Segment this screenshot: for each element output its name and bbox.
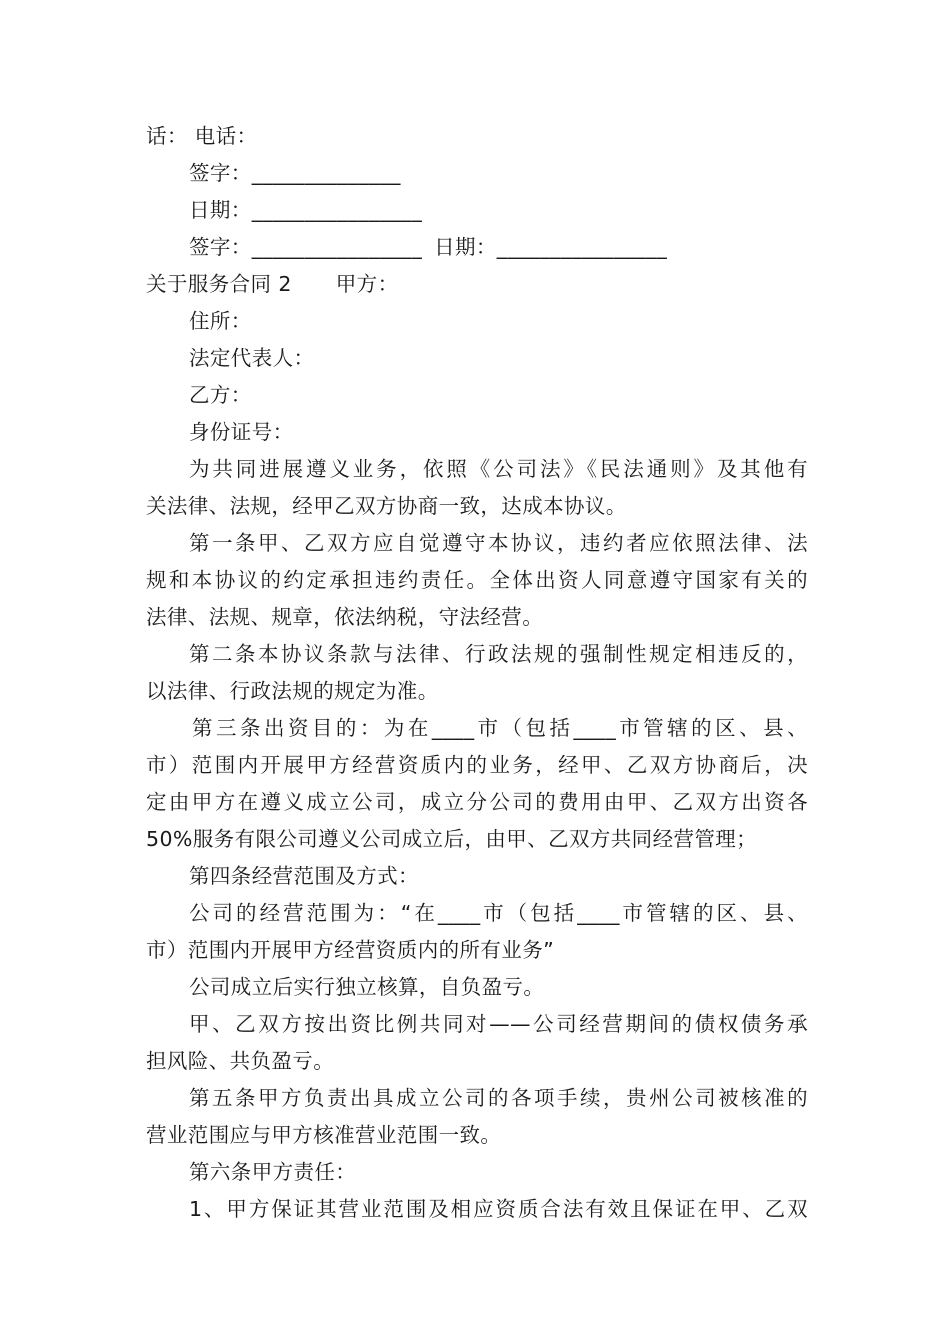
article-6-heading: 第六条甲方责任： — [189, 1160, 357, 1184]
id-number-line: 身份证号： — [189, 420, 294, 444]
article-6-line-1: 1、甲方保证其营业范围及相应资质合法有效且保证在甲、乙双 — [189, 1197, 808, 1221]
article-5-line-1: 第五条甲方负责出具成立公司的各项手续，贵州公司被核准的 — [189, 1086, 808, 1110]
party-a-label: 甲方： — [335, 272, 399, 296]
date-line: 日期：________________ — [189, 198, 423, 222]
contact-phone-line: 话： 电话： — [146, 124, 258, 148]
party-b-line: 乙方： — [189, 383, 252, 407]
article-3-line-2: 市）范围内开展甲方经营资质内的业务，经甲、乙双方协商后，决 — [146, 753, 808, 777]
preamble-line-2: 关法律、法规，经甲乙双方协商一致，达成本协议。 — [146, 494, 627, 518]
article-3-line-4: 50%服务有限公司遵义公司成立后，由甲、乙双方共同经营管理； — [146, 827, 758, 851]
article-5-line-2: 营业范围应与甲方核准营业范围一致。 — [146, 1123, 502, 1147]
article-4-line-1: 公司的经营范围为：“在____市（包括____市管辖的区、县、 — [189, 901, 808, 925]
legal-representative-line: 法定代表人： — [189, 346, 315, 370]
preamble-line-1: 为共同进展遵义业务，依照《公司法》《民法通则》及其他有 — [189, 457, 808, 481]
article-2-line-2: 以法律、行政法规的规定为准。 — [146, 679, 439, 703]
article-1-line-2: 规和本协议的约定承担违约责任。全体出资人同意遵守国家有关的 — [146, 568, 808, 592]
article-4-line-2: 市）范围内开展甲方经营资质内的所有业务” — [146, 938, 555, 962]
article-1-line-1: 第一条甲、乙双方应自觉遵守本协议，违约者应依照法律、法 — [189, 531, 808, 555]
article-4-heading: 第四条经营范围及方式： — [189, 864, 419, 888]
signature-line: 签字：______________ — [189, 161, 401, 185]
signature-date-line — [146, 229, 808, 266]
article-4-line-3: 公司成立后实行独立核算，自负盈亏。 — [189, 975, 545, 999]
document-body — [146, 118, 808, 1228]
date-field: 日期：________________ — [434, 235, 668, 259]
contract-title-line — [146, 266, 808, 303]
address-line: 住所： — [189, 309, 252, 333]
article-1-line-3: 法律、法规、规章，依法纳税，守法经营。 — [146, 605, 544, 629]
article-2-line-1: 第二条本协议条款与法律、行政法规的强制性规定相违反的， — [189, 642, 808, 666]
article-3-line-3: 定由甲方在遵义成立公司，成立分公司的费用由甲、乙双方出资各 — [146, 790, 808, 814]
article-3-line-1: 第三条出资目的：为在____市（包括____市管辖的区、县、 — [192, 716, 808, 740]
signature-field: 签字：________________ — [189, 235, 423, 259]
article-4-line-5: 担风险、共负盈亏。 — [146, 1049, 335, 1073]
contract-title: 关于服务合同 2 — [146, 272, 292, 296]
article-4-line-4: 甲、乙双方按出资比例共同对——公司经营期间的债权债务承 — [189, 1012, 808, 1036]
